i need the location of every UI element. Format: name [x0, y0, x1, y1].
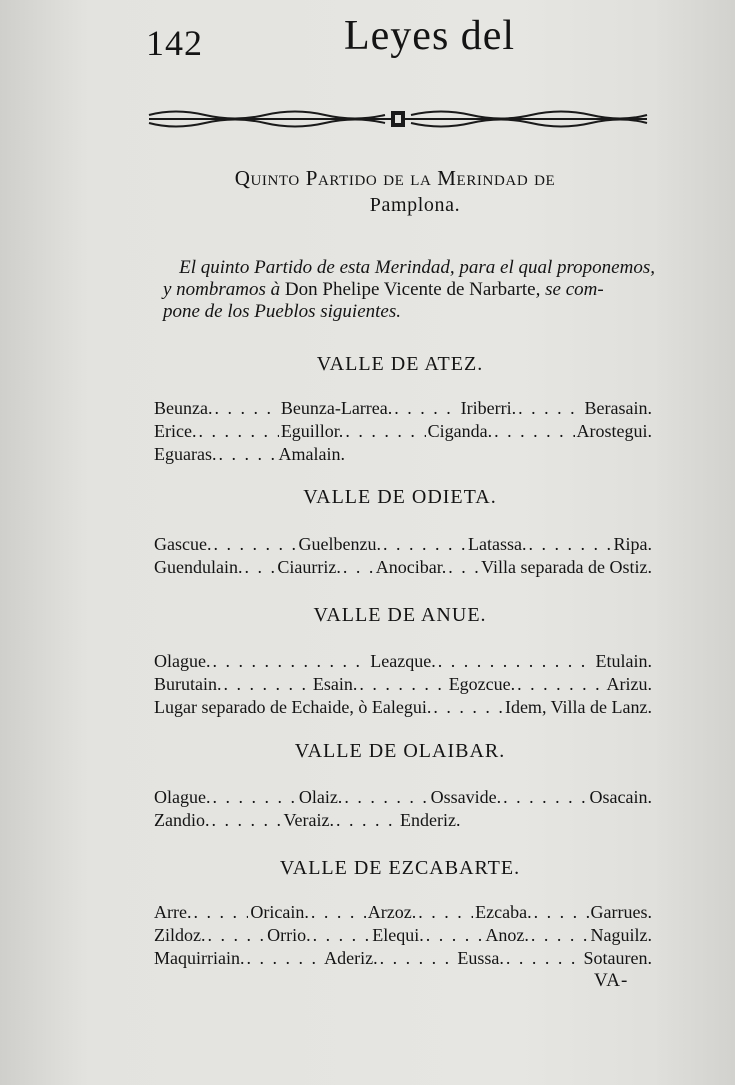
place-name: Sotauren. — [583, 948, 653, 968]
place-name: Ezcaba. — [475, 902, 532, 922]
entries-olaibar — [154, 786, 652, 832]
entry-row — [154, 443, 652, 466]
entry-row — [154, 786, 652, 809]
section-heading-anue: VALLE DE ANUE. — [313, 604, 487, 626]
place-name: Guendulain. — [154, 557, 243, 577]
title-line-1: Quinto Partido de la Merindad de — [234, 166, 556, 190]
place-name: Idem, Villa de Lanz. — [504, 697, 652, 717]
intro-line-1: El quinto Partido de esta Merindad, para el qual proponemos, — [179, 257, 655, 278]
entry-row — [154, 420, 652, 443]
place-name: Arostegui. — [576, 421, 652, 441]
entry-row — [154, 947, 652, 970]
place-name: Beunza-Larrea. — [280, 398, 393, 418]
place-name: Etulain. — [595, 651, 652, 671]
place-name: Arzoz. — [367, 902, 417, 922]
place-name: Olague. — [154, 787, 211, 807]
place-name: Orrio. — [267, 925, 311, 945]
place-name: Zildoz. — [154, 925, 206, 945]
place-name: Olaiz. — [298, 787, 343, 807]
place-name: Elequi. — [372, 925, 424, 945]
place-name: Iriberri. — [460, 398, 517, 418]
section-heading-ezcabarte: VALLE DE EZCABARTE. — [279, 857, 521, 879]
place-name: Villa separada de Ostiz. — [481, 557, 652, 577]
entries-odieta — [154, 533, 652, 579]
place-name: Aderiz. — [324, 948, 378, 968]
entry-row — [154, 650, 652, 673]
entry-row — [154, 673, 652, 696]
running-head: Leyes del — [344, 13, 516, 59]
place-name: Burutain. — [154, 674, 222, 694]
place-name: Ripa. — [613, 534, 652, 554]
page-number: 142 — [146, 23, 203, 63]
place-name: Eguillor. — [280, 421, 344, 441]
place-name: Berasain. — [584, 398, 652, 418]
place-name: Arre. — [154, 902, 192, 922]
place-name: Anocibar. — [375, 557, 447, 577]
entry-row — [154, 901, 652, 924]
section-heading-olaibar: VALLE DE OLAIBAR. — [294, 740, 506, 762]
appointee-name: Don Phelipe Vicente de Narbarte — [284, 279, 536, 300]
intro-line-2 — [145, 279, 655, 301]
place-name: Eussa. — [457, 948, 504, 968]
place-name: Egozcue. — [448, 674, 516, 694]
intro-paragraph — [145, 257, 655, 323]
place-name: Leazque. — [370, 651, 436, 671]
place-name: Zandio. — [154, 810, 210, 830]
entry-row — [154, 397, 652, 420]
place-name: Enderiz. — [399, 810, 461, 830]
section-heading-odieta: VALLE DE ODIETA. — [303, 486, 497, 508]
place-name: Naguilz. — [590, 925, 652, 945]
intro-line-3: pone de los Pueblos siguientes. — [163, 301, 401, 322]
place-name: Esain. — [312, 674, 358, 694]
place-name: Maquirriain. — [154, 948, 245, 968]
place-name: Ciaurriz. — [277, 557, 341, 577]
place-name: Ciganda. — [427, 421, 493, 441]
place-name: Amalain. — [278, 444, 345, 464]
entry-row — [154, 809, 652, 832]
entry-row — [154, 556, 652, 579]
entry-row — [154, 696, 652, 719]
place-name: Gascue. — [154, 534, 212, 554]
entries-anue — [154, 650, 652, 719]
entry-row — [154, 924, 652, 947]
place-name: Eguaras. — [154, 444, 217, 464]
page-edge-shadow — [655, 0, 735, 1085]
intro-line-2-end: , se com- — [535, 279, 604, 300]
place-name: Osacain. — [589, 787, 652, 807]
title-line-2: Pamplona. — [369, 194, 461, 216]
place-name: Latassa. — [467, 534, 527, 554]
place-name: Erice. — [154, 421, 197, 441]
place-name: Guelbenzu. — [298, 534, 381, 554]
entry-row — [154, 533, 652, 556]
place-name: Veraiz. — [283, 810, 334, 830]
place-name: Oricain. — [250, 902, 309, 922]
place-name: Ossavide. — [430, 787, 502, 807]
section-heading-atez: VALLE DE ATEZ. — [316, 353, 484, 375]
section-title — [130, 165, 660, 219]
entries-atez — [154, 397, 652, 466]
place-name: Garrues. — [590, 902, 653, 922]
place-name: Lugar separado de Echaide, ò Ealegui. — [154, 697, 432, 717]
place-name: Anoz. — [485, 925, 529, 945]
place-name: Beunza. — [154, 398, 213, 418]
intro-line-2-start: y nombramos à — [163, 279, 285, 300]
entries-ezcabarte — [154, 901, 652, 970]
place-name: Olague. — [154, 651, 211, 671]
catchword: VA- — [594, 970, 629, 991]
ornament-rule — [145, 108, 651, 130]
place-name: Arizu. — [606, 674, 652, 694]
